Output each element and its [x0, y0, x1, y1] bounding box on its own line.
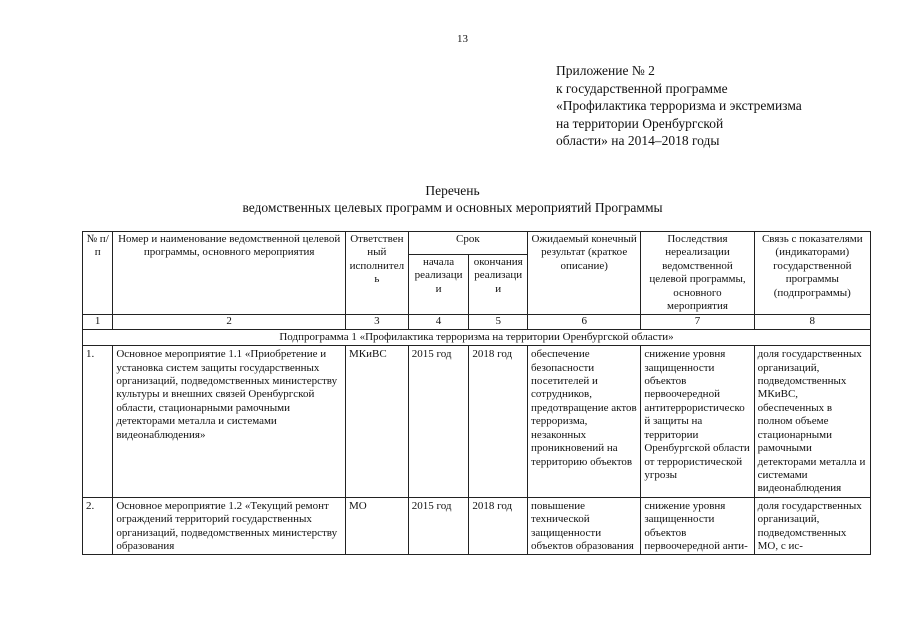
header-num: № п/п	[83, 232, 113, 315]
appendix-line: к государственной программе	[556, 80, 728, 96]
header-end: окончания реализации	[469, 254, 528, 314]
column-number: 6	[528, 315, 641, 329]
row-consequences: снижение уровня защищенности объектов первоочередной анти-	[641, 497, 754, 555]
appendix-note	[556, 62, 802, 150]
column-number: 3	[346, 315, 409, 329]
programs-table	[82, 231, 871, 555]
row-name: Основное мероприятие 1.2 «Текущий ремонт ограждений территорий государственных организаций, подведомственных министерству образования	[113, 497, 346, 555]
header-link: Связь с показателями (индикаторами) государственной программы (подпрограммы)	[754, 232, 870, 315]
header-consequences: Последствия нереализации ведомственной целевой программы, основного мероприятия	[641, 232, 754, 315]
page-number: 13	[457, 33, 468, 45]
title-line: ведомственных целевых программ и основных мероприятий Программы	[242, 200, 663, 215]
column-number: 7	[641, 315, 754, 329]
row-start: 2015 год	[408, 497, 469, 555]
row-executor: МО	[346, 497, 409, 555]
row-consequences: снижение уровня защищенности объектов первоочередной антитеррористической защиты на территории Оренбургской области от террористической угрозы	[641, 346, 754, 497]
column-number: 4	[408, 315, 469, 329]
column-number-row	[83, 315, 871, 329]
header-result: Ожидаемый конечный результат (краткое описание)	[528, 232, 641, 315]
column-number: 8	[754, 315, 870, 329]
row-executor: МКиВС	[346, 346, 409, 497]
row-end: 2018 год	[469, 497, 528, 555]
table-row	[83, 497, 871, 555]
row-result: обеспечение безопасности посетителей и сотрудников, предотвращение актов терроризма, незаконных проникновений на территорию объектов	[528, 346, 641, 497]
appendix-line: на территории Оренбургской	[556, 115, 724, 131]
header-term: Срок	[408, 232, 527, 255]
title-line: Перечень	[425, 183, 480, 198]
row-name: Основное мероприятие 1.1 «Приобретение и установка систем защиты государственных организаций, подведомственных министерству культуры и внешних связей Оренбургской области, стационарными рамочными детекторами металла и системами видеонаблюдения»	[113, 346, 346, 497]
row-end: 2018 год	[469, 346, 528, 497]
header-executor: Ответственный исполнитель	[346, 232, 409, 315]
subprogram-row	[83, 329, 871, 345]
row-link: доля государственных организаций, подведомственных МО, с ис-	[754, 497, 870, 555]
header-start: начала реализации	[408, 254, 469, 314]
appendix-line: «Профилактика терроризма и экстремизма	[556, 98, 802, 113]
column-number: 2	[113, 315, 346, 329]
column-number: 1	[83, 315, 113, 329]
appendix-line: Приложение № 2	[556, 63, 655, 78]
document-title	[0, 182, 905, 216]
subprogram-title: Подпрограмма 1 «Профилактика терроризма на территории Оренбургской области»	[83, 329, 871, 345]
column-number: 5	[469, 315, 528, 329]
row-num: 2.	[83, 497, 113, 555]
table-row	[83, 346, 871, 497]
appendix-line: области» на 2014–2018 годы	[556, 133, 720, 148]
row-start: 2015 год	[408, 346, 469, 497]
header-name: Номер и наименование ведомственной целевой программы, основного мероприятия	[113, 232, 346, 315]
row-link: доля государственных организаций, подведомственных МКиВС, обеспеченных в полном объеме стационарными рамочными детекторами металла и системами видеонаблюдения	[754, 346, 870, 497]
row-num: 1.	[83, 346, 113, 497]
row-result: повышение технической защищенности объектов образования	[528, 497, 641, 555]
